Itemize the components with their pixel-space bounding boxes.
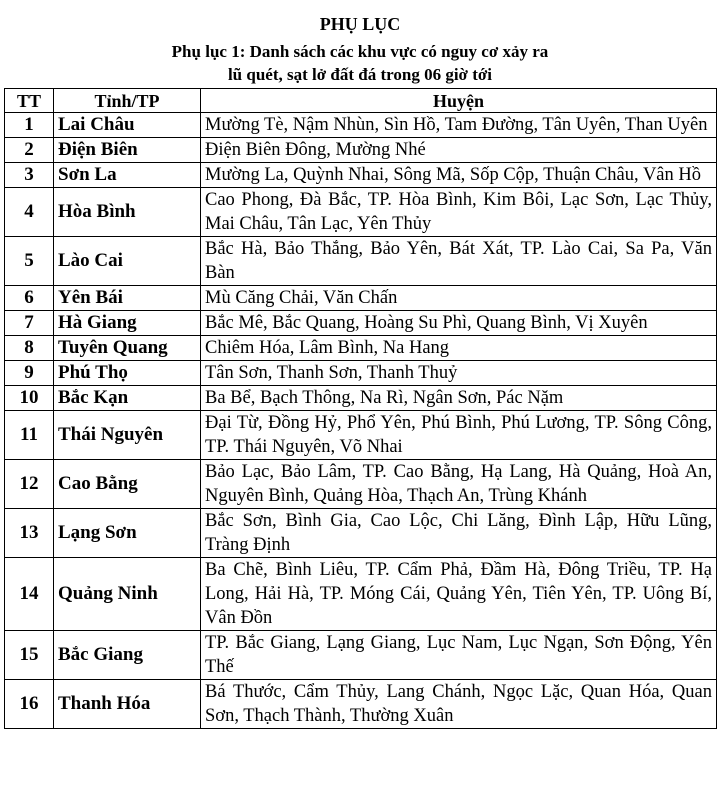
table-row: [5, 411, 717, 460]
province-name: Lai Châu: [54, 113, 201, 138]
table-row: [5, 631, 717, 680]
row-number: 10: [5, 386, 54, 411]
row-number: 3: [5, 163, 54, 188]
district-list: Đại Từ, Đồng Hỷ, Phổ Yên, Phú Bình, Phú Lương, TP. Sông Công, TP. Thái Nguyên, Võ Nhai: [201, 411, 717, 460]
header-district: Huyện: [201, 89, 717, 113]
district-list: Tân Sơn, Thanh Sơn, Thanh Thuỷ: [201, 361, 717, 386]
table-row: [5, 237, 717, 286]
row-number: 13: [5, 509, 54, 558]
district-list: TP. Bắc Giang, Lạng Giang, Lục Nam, Lục Ngạn, Sơn Động, Yên Thế: [201, 631, 717, 680]
district-list: Ba Bể, Bạch Thông, Na Rì, Ngân Sơn, Pác Nặm: [201, 386, 717, 411]
row-number: 2: [5, 138, 54, 163]
row-number: 5: [5, 237, 54, 286]
appendix-subtitle-line-1: Phụ lục 1: Danh sách các khu vực có nguy cơ xảy ra: [171, 42, 549, 61]
table-row: [5, 460, 717, 509]
header-tt: TT: [5, 89, 54, 113]
province-name: Cao Bằng: [54, 460, 201, 509]
table-row: [5, 138, 717, 163]
table-row: [5, 509, 717, 558]
row-number: 12: [5, 460, 54, 509]
province-name: Điện Biên: [54, 138, 201, 163]
risk-area-table: [4, 88, 717, 729]
province-name: Bắc Kạn: [54, 386, 201, 411]
table-row: [5, 558, 717, 631]
district-list: Bá Thước, Cẩm Thủy, Lang Chánh, Ngọc Lặc, Quan Hóa, Quan Sơn, Thạch Thành, Thường Xuân: [201, 680, 717, 729]
table-row: [5, 113, 717, 138]
district-list: Mường Tè, Nậm Nhùn, Sìn Hồ, Tam Đường, Tân Uyên, Than Uyên: [201, 113, 717, 138]
row-number: 16: [5, 680, 54, 729]
province-name: Quảng Ninh: [54, 558, 201, 631]
table-row: [5, 386, 717, 411]
province-name: Lạng Sơn: [54, 509, 201, 558]
table-header-row: [5, 89, 717, 113]
district-list: Bắc Mê, Bắc Quang, Hoàng Su Phì, Quang Bình, Vị Xuyên: [201, 311, 717, 336]
page-title: PHỤ LỤC: [319, 14, 401, 34]
province-name: Tuyên Quang: [54, 336, 201, 361]
district-list: Mù Căng Chải, Văn Chấn: [201, 286, 717, 311]
table-row: [5, 163, 717, 188]
district-list: Ba Chẽ, Bình Liêu, TP. Cẩm Phả, Đầm Hà, Đông Triều, TP. Hạ Long, Hải Hà, TP. Móng Cái, Quảng Yên, Tiên Yên, TP. Uông Bí, Vân Đồn: [201, 558, 717, 631]
province-name: Hòa Bình: [54, 188, 201, 237]
header-province: Tỉnh/TP: [54, 89, 201, 113]
row-number: 7: [5, 311, 54, 336]
district-list: Bắc Sơn, Bình Gia, Cao Lộc, Chi Lăng, Đình Lập, Hữu Lũng, Tràng Định: [201, 509, 717, 558]
province-name: Yên Bái: [54, 286, 201, 311]
table-row: [5, 336, 717, 361]
row-number: 8: [5, 336, 54, 361]
table-row: [5, 286, 717, 311]
table-row: [5, 361, 717, 386]
table-row: [5, 680, 717, 729]
district-list: Cao Phong, Đà Bắc, TP. Hòa Bình, Kim Bôi, Lạc Sơn, Lạc Thủy, Mai Châu, Tân Lạc, Yên Thủy: [201, 188, 717, 237]
province-name: Thái Nguyên: [54, 411, 201, 460]
district-list: Bắc Hà, Bảo Thắng, Bảo Yên, Bát Xát, TP. Lào Cai, Sa Pa, Văn Bàn: [201, 237, 717, 286]
district-list: Bảo Lạc, Bảo Lâm, TP. Cao Bằng, Hạ Lang, Hà Quảng, Hoà An, Nguyên Bình, Quảng Hòa, Thạch An, Trùng Khánh: [201, 460, 717, 509]
row-number: 14: [5, 558, 54, 631]
appendix-subtitle-line-2: lũ quét, sạt lở đất đá trong 06 giờ tới: [227, 65, 493, 84]
table-row: [5, 311, 717, 336]
district-list: Chiêm Hóa, Lâm Bình, Na Hang: [201, 336, 717, 361]
row-number: 15: [5, 631, 54, 680]
row-number: 11: [5, 411, 54, 460]
province-name: Thanh Hóa: [54, 680, 201, 729]
province-name: Lào Cai: [54, 237, 201, 286]
province-name: Sơn La: [54, 163, 201, 188]
province-name: Hà Giang: [54, 311, 201, 336]
row-number: 6: [5, 286, 54, 311]
province-name: Bắc Giang: [54, 631, 201, 680]
province-name: Phú Thọ: [54, 361, 201, 386]
table-row: [5, 188, 717, 237]
row-number: 1: [5, 113, 54, 138]
row-number: 4: [5, 188, 54, 237]
district-list: Điện Biên Đông, Mường Nhé: [201, 138, 717, 163]
row-number: 9: [5, 361, 54, 386]
district-list: Mường La, Quỳnh Nhai, Sông Mã, Sốp Cộp, Thuận Châu, Vân Hồ: [201, 163, 717, 188]
